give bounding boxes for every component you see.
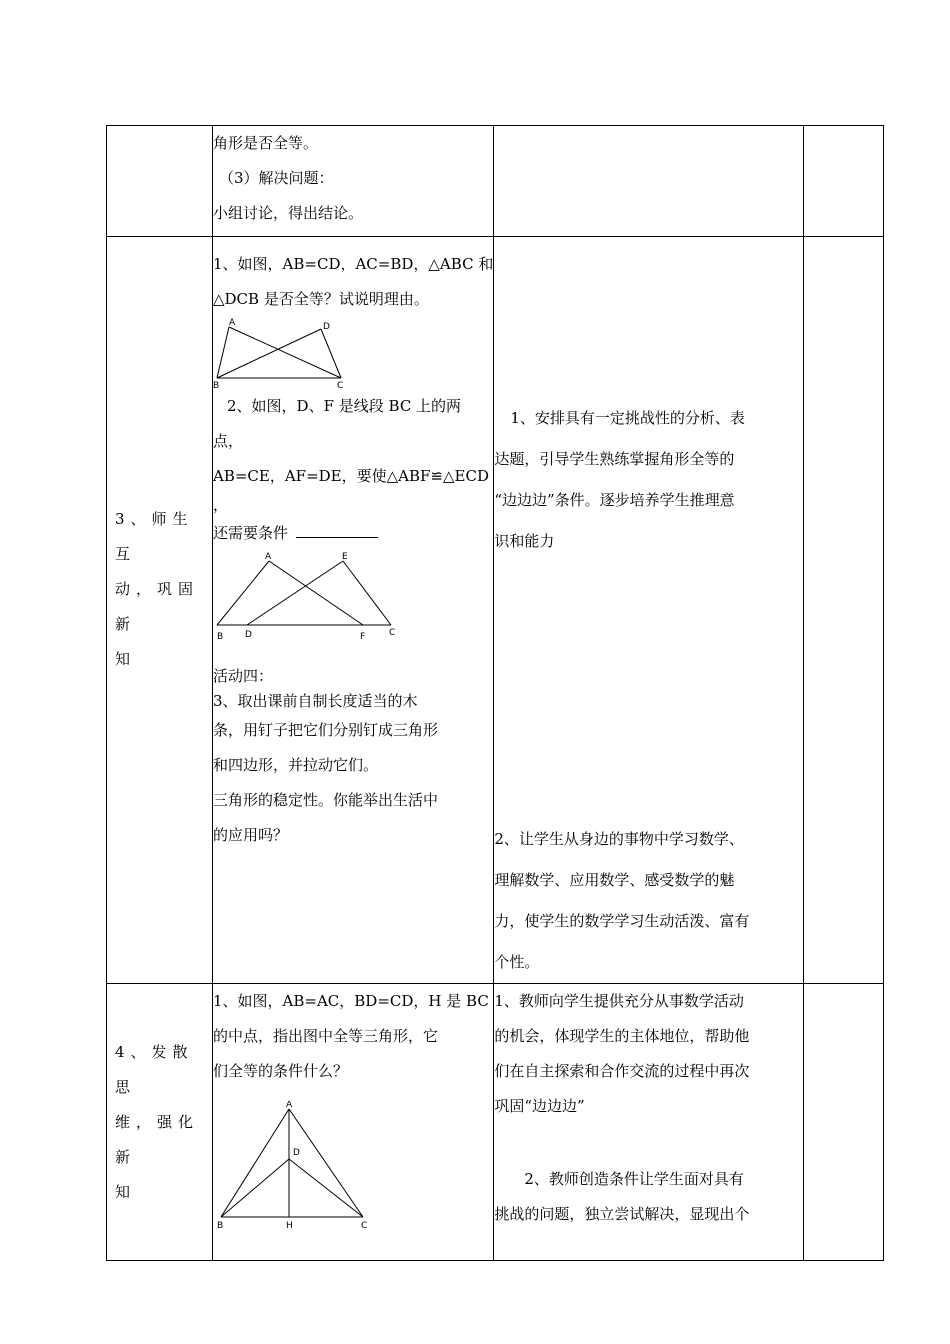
- activity-line: 和四边形，并拉动它们。: [213, 756, 379, 774]
- intent-line: 识和能力: [494, 532, 555, 550]
- note-cell: [804, 126, 884, 237]
- intent-line: 挑战的问题，独立尝试解决，显现出个: [494, 1205, 750, 1223]
- question-2-line: AB=CE，AF=DE，要使△ABF≌△ECD: [213, 467, 489, 485]
- fig1-label-b: B: [213, 381, 220, 389]
- intent-line: 个性。: [494, 953, 540, 971]
- table-row-stage-4: [107, 984, 884, 1261]
- need-condition-label: 还需要条件: [213, 524, 289, 542]
- table-row-stage-3: [107, 237, 884, 984]
- stage-cell: [107, 984, 213, 1261]
- stage-line: 4、发散思: [115, 1042, 194, 1096]
- intent-line: 理解数学、应用数学、感受数学的魅: [494, 871, 735, 889]
- text-line: （3）解决问题：: [219, 169, 334, 187]
- intent-line: 的机会，体现学生的主体地位，帮助他: [494, 1027, 750, 1045]
- fig1-label-c: C: [337, 381, 344, 389]
- fig2-label-d: D: [245, 630, 252, 640]
- activity-line: 三角形的稳定性。你能举出生活中: [213, 791, 439, 809]
- fig2-label-c: C: [389, 628, 396, 638]
- lesson-plan-table: [106, 125, 884, 1261]
- activity-line: 条，用钉子把它们分别钉成三角形: [213, 721, 439, 739]
- table-row-continued: [107, 126, 884, 237]
- fig1-label-a: A: [229, 318, 236, 328]
- intent-cell: [494, 984, 804, 1261]
- activity-line: 3、取出课前自制长度适当的木: [213, 692, 418, 710]
- intent-cell-empty: [494, 126, 804, 237]
- stage-cell: [107, 237, 213, 984]
- stage-line: 维，强化新: [115, 1112, 200, 1166]
- question-line: 1、如图，AB=AC，BD=CD，H 是 BC: [213, 992, 489, 1010]
- question-2-need: [213, 516, 493, 551]
- intent-line: 1、教师向学生提供充分从事数学活动: [494, 992, 744, 1010]
- fig1-label-d: D: [323, 322, 330, 332]
- text-line: 小组讨论，得出结论。: [213, 204, 364, 222]
- fig2-label-e: E: [342, 552, 348, 562]
- fig3-label-a: A: [286, 1101, 293, 1110]
- stage-line: 3、师生互: [115, 509, 194, 563]
- intent-line: 达题，引导学生熟练掌握角形全等的: [494, 450, 735, 468]
- activity-line: 活动四：: [213, 667, 274, 685]
- figure-triangles-abf-ecd: [213, 551, 413, 643]
- question-1-line: △DCB 是否全等？试说明理由。: [213, 290, 429, 308]
- stage-line: 知: [115, 649, 137, 668]
- intent-line: 巩固“边边边”: [494, 1097, 585, 1115]
- text-line: 角形是否全等。: [213, 134, 319, 152]
- question-line: 们全等的条件什么？: [213, 1062, 349, 1080]
- intent-cell: [494, 237, 804, 984]
- intent-line: 2、教师创造条件让学生面对具有: [524, 1170, 744, 1188]
- fig3-label-h: H: [286, 1221, 293, 1231]
- note-cell: [804, 984, 884, 1261]
- activity-cell: [213, 984, 494, 1261]
- stage-label: [107, 1035, 212, 1210]
- question-2-line: 点，: [213, 432, 244, 450]
- question-1-line: 1、如图，AB=CD，AC=BD，△ABC 和: [213, 255, 494, 273]
- figure-triangle-abc-with-d-h: [213, 1101, 383, 1231]
- intent-line: 力，使学生的数学学习生动活泼、富有: [494, 912, 750, 930]
- activity-cell: [213, 126, 494, 237]
- figure-triangles-abc-dcb: [213, 317, 353, 389]
- fig3-label-d: D: [293, 1148, 300, 1158]
- question-line: 的中点，指出图中全等三角形，它: [213, 1027, 439, 1045]
- intent-line: 们在自主探索和合作交流的过程中再次: [494, 1062, 750, 1080]
- stage-line: 动，巩固新: [115, 579, 200, 633]
- stage-label: [107, 502, 212, 677]
- intent-line: 1、安排具有一定挑战性的分析、表: [510, 409, 745, 427]
- answer-blank: [296, 523, 378, 538]
- fig2-label-a: A: [265, 552, 272, 562]
- note-cell: [804, 237, 884, 984]
- fig3-label-b: B: [217, 1221, 224, 1231]
- question-2-line: 2、如图，D、F 是线段 BC 上的两: [227, 397, 462, 415]
- fig3-label-c: C: [361, 1221, 368, 1231]
- fig2-label-b: B: [217, 632, 224, 642]
- fig2-label-f: F: [360, 632, 366, 642]
- activity-line: 的应用吗？: [213, 826, 289, 844]
- intent-line: “边边边”条件。逐步培养学生推理意: [494, 491, 735, 509]
- intent-line: 2、让学生从身边的事物中学习数学、: [494, 830, 744, 848]
- activity-cell: [213, 237, 494, 984]
- stage-cell-empty: [107, 126, 213, 237]
- question-2-line: ，: [213, 496, 229, 514]
- stage-line: 知: [115, 1182, 137, 1201]
